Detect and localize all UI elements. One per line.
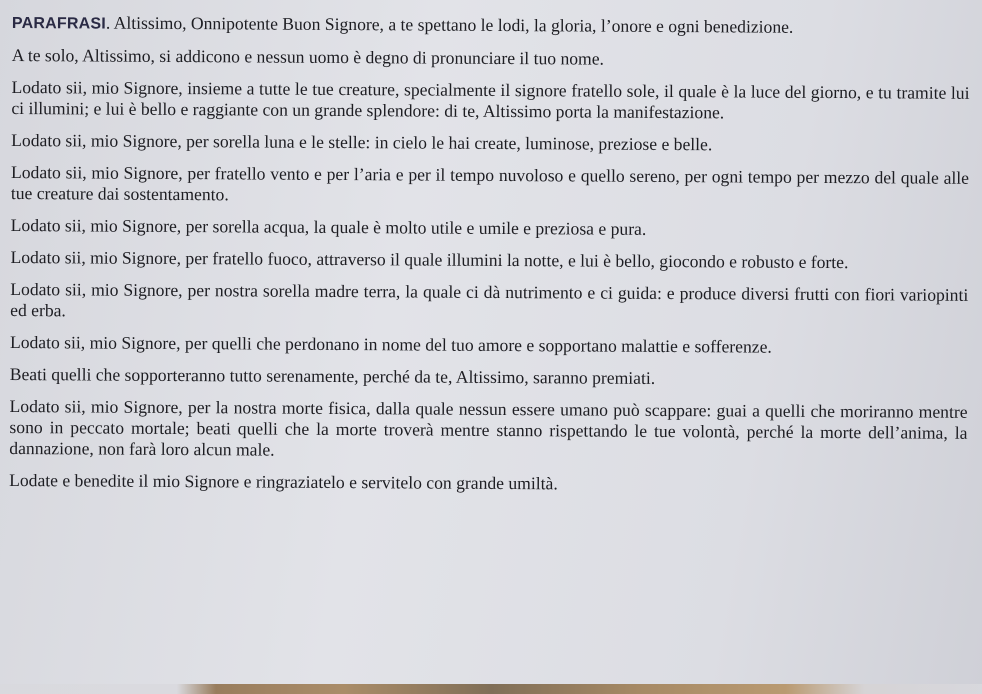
paragraph-12: Lodate e benedite il mio Signore e ringraziatelo e servitelo con grande umiltà. (9, 469, 558, 494)
paragraph-8: Lodato sii, mio Signore, per nostra sorella madre terra, la quale ci dà nutrimento e ci guida: e produce diversi frutti con fiori variopinti ed erba. (10, 278, 969, 321)
paragraph-11: Lodato sii, mio Signore, per la nostra morte fisica, dalla quale nessun essere umano può scappare: guai a quelli che moriranno mentre sono in peccato mortale; beati quelli che la morte troverà mentre stanno rispettando le tue volontà, perché la morte dell’anima, la dannazione, non farà loro alcun male. (9, 395, 968, 460)
paragraph-2: A te solo, Altissimo, si addicono e nessun uomo è degno di pronunciare il tuo nome. (11, 44, 605, 69)
paragraph-5: Lodato sii, mio Signore, per fratello vento e per l’aria e per il tempo nuvoloso e quello sereno, per ogni tempo per mezzo del quale alle tue creature dai sostentamento. (10, 161, 970, 205)
paragraph-1 (12, 12, 970, 40)
paragraph-6: Lodato sii, mio Signore, per sorella acqua, la quale è molto utile e umile e preziosa e pura. (10, 214, 647, 239)
paragraph-4: Lodato sii, mio Signore, per sorella luna e le stelle: in cielo le hai create, luminose, preziose e belle. (11, 129, 713, 155)
paragraph-1-text: . Altissimo, Onnipotente Buon Signore, a te spettano le lodi, la gloria, l’onore e ogni benedizione. (105, 12, 794, 37)
section-label: PARAFRASI (11, 14, 106, 33)
paragraph-9: Lodato sii, mio Signore, per quelli che perdonano in nome del tuo amore e sopportano malattie e sofferenze. (9, 331, 772, 357)
bottom-image-strip (0, 684, 982, 694)
paragraph-7: Lodato sii, mio Signore, per fratello fuoco, attraverso il quale illumini la notte, e lui è bello, giocondo e robusto e forte. (10, 246, 849, 273)
paragraph-3: Lodato sii, mio Signore, insieme a tutte le tue creature, specialmente il signore fratello sole, il quale è la luce del giorno, e tu tramite lui ci illumini; e lui è bello e raggiante con un grande splendore: di te, Altissimo porta la manifestazione. (11, 76, 970, 123)
paraphrase-text (9, 12, 970, 508)
paragraph-10: Beati quelli che sopporteranno tutto serenamente, perché da te, Altissimo, saranno premiati. (9, 363, 656, 388)
